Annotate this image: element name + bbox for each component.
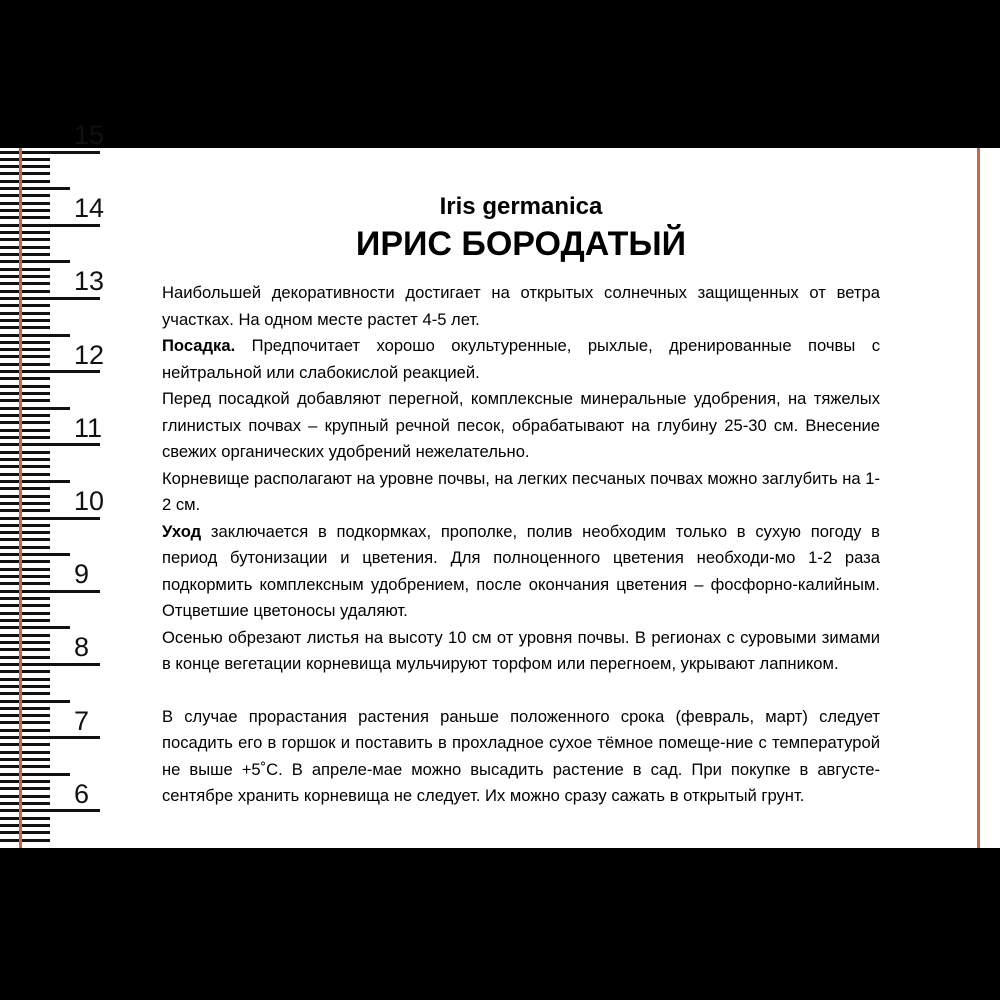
ruler-tick-minor <box>0 172 50 175</box>
ruler-tick-minor <box>0 678 50 681</box>
ruler-tick-mid <box>0 260 70 263</box>
ruler-tick-minor <box>0 355 50 358</box>
ruler-tick-minor <box>0 560 50 563</box>
ruler-tick-minor <box>0 202 50 205</box>
ruler-tick-minor <box>0 238 50 241</box>
paragraph-spacer <box>162 678 880 704</box>
ruler-label-14: 14 <box>74 193 105 224</box>
ruler-tick-minor <box>0 568 50 571</box>
care-instructions-text <box>162 264 880 810</box>
ruler-tick-minor <box>0 319 50 322</box>
ruler-tick-mid <box>0 773 70 776</box>
ruler-tick-minor <box>0 458 50 461</box>
ruler-label-6: 6 <box>74 778 90 809</box>
ruler-tick-major <box>0 663 100 666</box>
ruler-tick-minor <box>0 341 50 344</box>
planting-lead-label: Посадка. <box>162 336 236 355</box>
ruler-tick-minor <box>0 765 50 768</box>
ruler-tick-minor <box>0 582 50 585</box>
ruler-tick-major <box>0 736 100 739</box>
ruler-tick-minor <box>0 436 50 439</box>
ruler-tick-minor <box>0 634 50 637</box>
ruler-tick-minor <box>0 414 50 417</box>
ruler-tick-minor <box>0 451 50 454</box>
ruler-tick-minor <box>0 641 50 644</box>
ruler-tick-minor <box>0 363 50 366</box>
ruler-label-10: 10 <box>74 486 105 516</box>
ruler-tick-minor <box>0 714 50 717</box>
ruler-label-9: 9 <box>74 559 90 590</box>
ruler-tick-minor <box>0 473 50 476</box>
ruler-tick-major <box>0 297 100 300</box>
label-content-column <box>162 148 880 810</box>
ruler-tick-minor <box>0 158 50 161</box>
ruler-tick-minor <box>0 817 50 820</box>
measuring-ruler <box>0 120 140 848</box>
paragraph-rhizome-depth: Корневище располагают на уровне почвы, на легких песчаных почвах можно заглубить на 1-2 см. <box>162 468 880 514</box>
ruler-tick-minor <box>0 253 50 256</box>
paragraph-autumn: Осенью обрезают листья на высоту 10 см от уровня почвы. В регионах с суровыми зимами в конце вегетации корневища мульчируют торфом или перегноем, укрывают лапником. <box>162 627 880 673</box>
paragraph-early-sprouting: В случае прорастания растения раньше положенного срока (февраль, март) следует посадить его в горшок и поставить в прохладное сухое тёмное помеще-ние с температурой не выше +5˚С. В апреле-мае можно высадить растение в сад. При покупке в августе-сентябре хранить корневища не следует. Их можно сразу сажать в открытый грунт. <box>162 706 880 805</box>
ruler-tick-major <box>0 224 100 227</box>
ruler-tick-minor <box>0 304 50 307</box>
plant-latin-name: Iris germanica <box>439 193 603 220</box>
ruler-tick-minor <box>0 575 50 578</box>
ruler-tick-minor <box>0 216 50 219</box>
ruler-tick-minor <box>0 670 50 673</box>
ruler-tick-minor <box>0 165 50 168</box>
ruler-tick-minor <box>0 429 50 432</box>
ruler-tick-minor <box>0 758 50 761</box>
ruler-tick-mid <box>0 700 70 703</box>
ruler-tick-minor <box>0 802 50 805</box>
ruler-tick-minor <box>0 729 50 732</box>
ruler-red-guide-line <box>19 148 22 848</box>
ruler-tick-mid <box>0 480 70 483</box>
ruler-tick-mid <box>0 187 70 190</box>
ruler-label-7: 7 <box>74 705 90 736</box>
ruler-tick-minor <box>0 465 50 468</box>
ruler-tick-minor <box>0 385 50 388</box>
ruler-tick-minor <box>0 685 50 688</box>
ruler-label-11: 11 <box>74 412 103 443</box>
ruler-tick-minor <box>0 656 50 659</box>
ruler-tick-minor <box>0 831 50 834</box>
ruler-tick-major <box>0 590 100 593</box>
plant-common-name: ИРИС БОРОДАТЫЙ <box>355 225 687 263</box>
ruler-tick-minor <box>0 597 50 600</box>
ruler-tick-minor <box>0 231 50 234</box>
ruler-tick-minor <box>0 795 50 798</box>
ruler-tick-minor <box>0 524 50 527</box>
ruler-tick-minor <box>0 326 50 329</box>
ruler-tick-minor <box>0 692 50 695</box>
ruler-tick-minor <box>0 348 50 351</box>
ruler-tick-minor <box>0 509 50 512</box>
ruler-tick-minor <box>0 751 50 754</box>
ruler-label-12: 12 <box>74 339 105 370</box>
ruler-tick-minor <box>0 707 50 710</box>
ruler-tick-major <box>0 517 100 520</box>
planting-text: Предпочитает хорошо окультуренные, рыхлые, дренированные почвы с нейтральной или слабокислой реакцией. <box>162 336 880 382</box>
ruler-tick-minor <box>0 721 50 724</box>
ruler-tick-major <box>0 370 100 373</box>
ruler-tick-minor <box>0 538 50 541</box>
ruler-tick-minor <box>0 495 50 498</box>
ruler-tick-mid <box>0 334 70 337</box>
ruler-tick-minor <box>0 487 50 490</box>
care-text: заключается в подкормках, прополке, полив необходим только в сухую погоду в период бутонизации и цветения. Для полноценного цветения необходи-мо 1-2 раза подкормить комплексным удобрением, после окончания цветения – фосфорно-калийным. Отцветшие цветоносы удаляют. <box>162 521 880 620</box>
ruler-tick-minor <box>0 290 50 293</box>
ruler-tick-minor <box>0 612 50 615</box>
ruler-tick-minor <box>0 648 50 651</box>
ruler-tick-major <box>0 151 100 154</box>
ruler-tick-mid <box>0 626 70 629</box>
ruler-tick-minor <box>0 282 50 285</box>
ruler-tick-minor <box>0 604 50 607</box>
ruler-tick-minor <box>0 392 50 395</box>
care-lead-label: Уход <box>162 521 202 541</box>
ruler-tick-minor <box>0 268 50 271</box>
ruler-tick-minor <box>0 824 50 827</box>
ruler-tick-mid <box>0 407 70 410</box>
ruler-tick-minor <box>0 275 50 278</box>
ruler-tick-minor <box>0 399 50 402</box>
ruler-tick-minor <box>0 839 50 842</box>
ruler-tick-minor <box>0 246 50 249</box>
ruler-tick-minor <box>0 180 50 183</box>
ruler-tick-minor <box>0 312 50 315</box>
ruler-tick-minor <box>0 619 50 622</box>
ruler-tick-major <box>0 443 100 446</box>
paragraph-soil-prep: Перед посадкой добавляют перегной, комплексные минеральные удобрения, на тяжелых глинистых почвах – крупный речной песок, обрабатывают на глубину 25-30 см. Внесение свежих органических удобрений нежелательно. <box>162 389 880 461</box>
ruler-tick-minor <box>0 787 50 790</box>
paragraph-care <box>162 519 880 625</box>
right-red-guide-line <box>977 148 980 848</box>
ruler-tick-minor <box>0 780 50 783</box>
ruler-tick-minor <box>0 421 50 424</box>
ruler-tick-major <box>0 809 100 812</box>
paragraph-planting <box>162 333 880 386</box>
ruler-tick-minor <box>0 743 50 746</box>
paragraph-general: Наибольшей декоративности достигает на открытых солнечных защищенных от ветра участках. На одном месте растет 4-5 лет. <box>162 283 880 329</box>
ruler-tick-minor <box>0 531 50 534</box>
ruler-label-13: 13 <box>74 266 105 297</box>
ruler-label-8: 8 <box>74 632 90 663</box>
ruler-tick-minor <box>0 502 50 505</box>
ruler-tick-minor <box>0 209 50 212</box>
ruler-label-15: 15 <box>74 120 105 150</box>
ruler-tick-minor <box>0 546 50 549</box>
ruler-tick-minor <box>0 377 50 380</box>
label-card <box>0 120 1000 848</box>
ruler-tick-mid <box>0 553 70 556</box>
ruler-tick-minor <box>0 194 50 197</box>
